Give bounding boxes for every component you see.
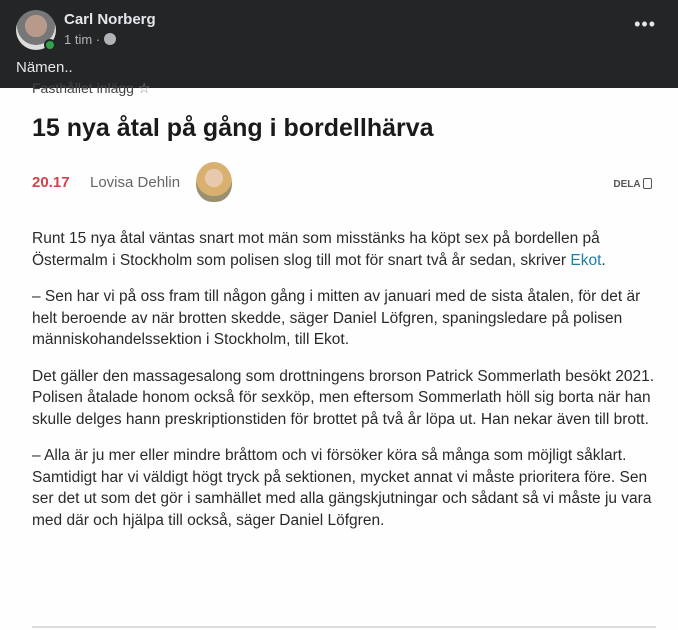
star-icon: ☆	[137, 80, 151, 96]
shared-image[interactable]	[0, 80, 678, 630]
paragraph-2: – Sen har vi på oss fram till någon gång i mitten av januari med de sista åtalen, för det är helt beroende av när brotten skedde, säger Daniel Löfgren, spaningsledare på polisen människohandelssektion i Stockholm, till Ekot.	[32, 288, 641, 348]
article-time: 20.17	[32, 174, 70, 191]
p1-text: Runt 15 nya åtal väntas snart mot män som misstänks ha köpt sex på bordellen på Östermalm i Stockholm som polisen slog till mot för snart två år sedan, skriver	[32, 230, 600, 269]
divider	[32, 626, 656, 628]
share-label: DELA	[613, 179, 641, 190]
author-photo	[196, 162, 232, 202]
post-meta	[64, 32, 116, 47]
post-time[interactable]: 1 tim	[64, 32, 93, 47]
article-title: 15 nya åtal på gång i bordellhärva	[32, 114, 434, 142]
paragraph-4: – Alla är ju mer eller mindre bråttom och vi försöker köra så många som möjligt såklart. Samtidigt har vi väldigt högt tryck på sektionen, mycket annat vi måste prioritera före. Sen ser det ut som det gör i samhället med alla gängskjutningar och sådant så vi måste ju vara med där och hjälpa till också, säger Daniel Löfgren.	[32, 447, 652, 529]
more-options-button[interactable]: •••	[634, 14, 656, 34]
share-button	[613, 178, 652, 190]
paragraph-3: Det gäller den massagesalong som drottningens brorson Patrick Sommerlath besökt 2021. Polisen åtalade honom också för sexköp, men eftersom Sommerlath höll sig borta när han skulle delges hann preskriptionstiden för brottet på två år löpa ut. Han nekar även till brott.	[32, 367, 655, 428]
saved-text: Fasthållet inlägg	[32, 80, 134, 96]
online-status-icon	[44, 39, 56, 51]
ekot-link: Ekot	[570, 251, 602, 269]
globe-icon	[104, 33, 116, 45]
copy-icon	[643, 178, 652, 189]
separator: ·	[95, 32, 101, 47]
author-name[interactable]: Carl Norberg	[64, 11, 156, 28]
p1-end: .	[601, 251, 606, 269]
saved-label	[32, 80, 150, 97]
article-body	[32, 228, 657, 546]
post-message: Nämen..	[16, 59, 73, 76]
article-author: Lovisa Dehlin	[90, 174, 181, 191]
post-header	[0, 0, 678, 88]
paragraph-1	[32, 228, 657, 271]
